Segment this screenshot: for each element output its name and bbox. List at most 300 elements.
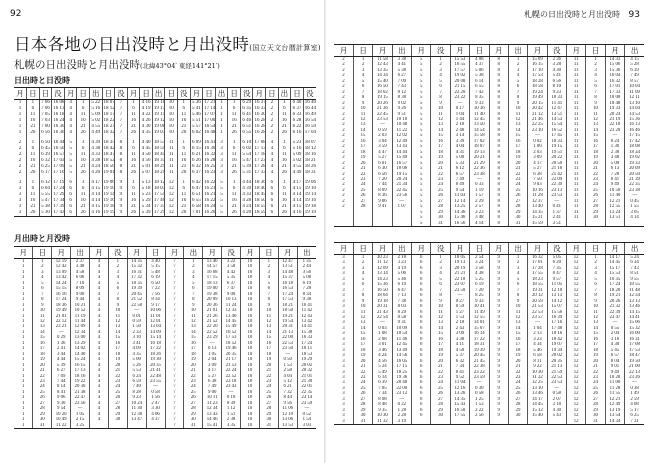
table-cell: 11 <box>127 192 140 198</box>
table-cell: 10 <box>353 304 372 309</box>
table-cell: 17 <box>33 346 52 351</box>
table-cell: 2 <box>342 100 345 106</box>
table-cell: 11 <box>567 166 586 171</box>
table-cell: 13 10 <box>528 386 547 391</box>
table-cell: 2 <box>342 122 345 128</box>
table-cell: 4 38 <box>470 271 489 276</box>
table-cell: 10 09 <box>392 326 411 331</box>
table-cell: 5 57 <box>192 124 201 129</box>
table-cell: 9 <box>108 303 127 308</box>
table-cell: 4 <box>431 271 450 276</box>
table-cell: 3 <box>18 186 22 191</box>
table-cell: 26 <box>127 170 140 176</box>
table-cell: 3 10 <box>127 335 146 340</box>
table-cell: 11 <box>567 215 586 220</box>
column-header: 月 <box>489 243 508 255</box>
table-cell: 8 <box>33 297 52 302</box>
table-cell: 6 <box>412 408 431 413</box>
table-cell: 29 <box>431 408 450 413</box>
table-cell: 11 <box>27 112 40 118</box>
table-cell: 19 24 <box>528 90 547 95</box>
table-cell: 17 34 <box>53 198 65 203</box>
table-cell: 19 13 <box>470 150 489 155</box>
table-cell: 18 16 <box>304 152 316 157</box>
table-cell: 18 32 <box>103 130 115 135</box>
table-cell: 6 <box>77 186 90 192</box>
table-cell: 5 <box>412 210 431 215</box>
table-cell: 19 <box>431 353 450 358</box>
table-cell: 3 <box>184 270 203 275</box>
table-cell: 10 41 <box>297 303 316 308</box>
table-cell: 16 <box>508 337 527 342</box>
table-cell: 3 <box>108 270 127 275</box>
table-cell: 11 <box>567 62 586 67</box>
table-cell: — <box>392 397 411 402</box>
table-cell: 9 54 <box>450 188 469 193</box>
table-cell: 6 59 <box>127 379 146 384</box>
table-cell: 3 48 <box>71 264 90 269</box>
table-cell: 10 <box>241 423 260 429</box>
table-cell: 15 46 <box>450 215 469 220</box>
table-cell: 3 28 <box>547 62 566 67</box>
table-cell: 18 33 <box>547 139 566 144</box>
table-cell: 16 <box>77 158 90 164</box>
table-cell: 7 <box>165 286 184 291</box>
table-cell: 7 <box>165 319 184 324</box>
table-cell: 6 <box>266 210 279 217</box>
table-cell: 4 <box>90 292 109 297</box>
table-cell: 4 11 <box>450 342 469 347</box>
table-cell: 12 45 <box>392 342 411 347</box>
table-cell: 4 <box>266 152 279 158</box>
table-cell: 1 35 <box>297 259 316 265</box>
table-cell: 11 <box>127 152 140 158</box>
table-cell: 2 <box>342 111 345 117</box>
table-cell: 18 12 <box>304 146 316 151</box>
table-cell: 13 46 <box>625 304 644 309</box>
table-cell: 6 16 <box>292 130 302 135</box>
table-cell: 5 <box>412 128 431 133</box>
table-cell: 10 04 <box>625 84 644 89</box>
table-cell: 17 28 <box>528 266 547 271</box>
table-cell: 29 <box>33 412 52 417</box>
table-cell: 24 <box>586 182 605 187</box>
table-cell: 9 30 <box>52 401 71 406</box>
table-cell: 1 56 <box>146 395 165 400</box>
table-cell: 7 <box>353 90 372 95</box>
table-cell: 10 <box>431 304 450 309</box>
table-cell: 5 45 <box>605 348 624 353</box>
table-cell: 23 <box>508 375 527 380</box>
table-cell: 5 48 <box>146 270 165 275</box>
table-cell: 16 <box>127 158 140 164</box>
table-cell: 7 44 <box>52 379 71 384</box>
table-cell: 20 <box>508 161 527 166</box>
table-cell: 10 30 <box>373 413 392 418</box>
table-cell: 3 <box>508 68 527 73</box>
table-cell: 6 39 <box>625 68 644 73</box>
table-cell: 9 <box>489 408 508 413</box>
table-cell: 6 <box>178 106 191 112</box>
table-cell: 11 <box>27 152 40 158</box>
table-cell: 8 34 <box>297 292 316 297</box>
table-cell: 16 36 <box>53 130 65 135</box>
table-cell: 27 <box>184 401 203 406</box>
table-cell: 19 15 <box>153 112 165 117</box>
sunrise-sunset-table <box>14 87 316 217</box>
table-cell: 8 <box>586 95 605 100</box>
table-cell: 11 <box>165 140 178 146</box>
table-cell: 28 <box>33 406 52 411</box>
table-cell: 17 55 <box>528 271 547 276</box>
table-cell: 17 55 <box>153 192 165 197</box>
table-cell: 16 35 <box>605 277 624 282</box>
table-cell: 0 02 <box>528 139 547 144</box>
table-cell: 16 15 <box>528 62 547 67</box>
table-cell: 8 10 <box>547 84 566 89</box>
table-cell: 19 14 <box>304 192 316 197</box>
table-cell: 13 50 <box>470 122 489 127</box>
table-cell: 18 50 <box>254 198 266 203</box>
table-cell: 17 <box>431 342 450 347</box>
table-cell: 3 <box>342 260 345 266</box>
table-cell: 5 25 <box>470 277 489 282</box>
table-cell: 3 <box>342 380 345 386</box>
table-cell: 5 16 <box>91 106 101 111</box>
column-header: 月 <box>334 243 353 255</box>
table-cell: 10 <box>586 304 605 309</box>
table-cell: 8 <box>489 172 508 177</box>
table-cell: 17 53 <box>625 348 644 353</box>
table-cell: 6 <box>431 84 450 89</box>
table-cell: 22 36 <box>470 166 489 171</box>
table-cell: 5 41 <box>547 73 566 78</box>
table-cell: 19 <box>259 357 278 362</box>
table-cell: 10 <box>241 319 260 324</box>
table-cell: 18 59 <box>254 210 266 215</box>
table-cell: 5 33 <box>450 161 469 166</box>
table-cell: 2 <box>266 124 279 130</box>
column-header: 日 <box>228 88 241 100</box>
table-cell <box>528 419 547 425</box>
table-cell: 11 40 <box>470 112 489 117</box>
table-cell: 4 17 <box>292 180 302 185</box>
table-cell: 1 <box>21 297 25 303</box>
table-cell: 31 <box>184 423 203 429</box>
table-cell <box>127 423 146 429</box>
table-cell: 10 06 <box>146 308 165 313</box>
table-cell: 19 18 <box>304 204 316 209</box>
table-cell: 16 <box>184 341 203 346</box>
table-cell: 16 21 <box>204 186 216 191</box>
table-cell: 2 <box>342 78 345 84</box>
table-cell: 12 <box>567 293 586 298</box>
table-cell: 22 25 <box>528 122 547 127</box>
table-cell: 17 <box>586 144 605 149</box>
table-cell: 14 04 <box>625 106 644 111</box>
table-cell: 1 37 <box>547 210 566 215</box>
table-cell: 8 <box>489 90 508 95</box>
table-cell: 1 <box>178 100 191 107</box>
table-cell: 6 56 <box>41 130 50 135</box>
table-cell: 21 <box>178 204 191 210</box>
table-cell: 6 <box>412 353 431 358</box>
table-cell: 11 <box>567 199 586 204</box>
table-cell: 17 55 <box>450 413 469 418</box>
table-cell: 3 41 <box>127 341 146 346</box>
table-cell: 1 00 <box>528 144 547 149</box>
table-cell: 4 <box>184 275 203 280</box>
table-cell: 21 00 <box>625 364 644 369</box>
table-cell: 2 <box>342 73 345 79</box>
table-cell: 17 24 <box>52 297 71 302</box>
table-cell: 19 13 <box>450 260 469 265</box>
table-cell: 19 <box>586 155 605 160</box>
table-cell <box>470 419 489 425</box>
table-cell: 8 09 <box>71 286 90 291</box>
table-cell: 3 09 <box>528 155 547 160</box>
table-cell: 3 <box>508 266 527 271</box>
table-cell: 14 09 <box>146 330 165 335</box>
table-cell: 16 50 <box>450 408 469 413</box>
table-cell: 4 <box>90 412 109 417</box>
table-cell: 13 40 <box>528 204 547 209</box>
table-cell: 7 03 <box>41 118 50 123</box>
table-cell: 3 <box>342 374 345 380</box>
table-cell: 8 <box>489 144 508 149</box>
table-cell: 17 19 <box>53 180 65 185</box>
table-cell: 23 50 <box>450 288 469 293</box>
table-cell: 11 <box>77 192 90 198</box>
table-cell: 6 <box>412 386 431 391</box>
table-cell: 27 <box>586 199 605 204</box>
table-cell: 1 <box>27 100 40 107</box>
table-cell: 11 04 <box>450 380 469 385</box>
table-cell: 15 40 <box>373 79 392 84</box>
table-cell: 16 41 <box>204 140 216 145</box>
table-cell: 4 <box>90 401 109 406</box>
table-cell: 5 <box>412 221 431 227</box>
table-cell: 23 <box>431 375 450 380</box>
table-cell: 3 <box>342 407 345 413</box>
table-cell: 19 10 <box>103 186 115 191</box>
table-cell: 26 <box>228 210 241 217</box>
column-header: 月 <box>489 45 508 57</box>
table-cell: 13 <box>431 122 450 127</box>
table-cell: 2 44 <box>297 264 316 269</box>
table-cell <box>90 423 109 429</box>
table-cell: 26 <box>508 193 527 198</box>
table-cell: 29 <box>586 408 605 413</box>
table-cell: 23 47 <box>605 315 624 320</box>
table-cell: 19 51 <box>547 150 566 155</box>
table-cell: 12 <box>567 288 586 293</box>
table-cell: 25 <box>508 188 527 193</box>
table-cell: 11 <box>178 112 191 118</box>
table-cell: 24 <box>108 384 127 389</box>
table-cell: 22 <box>586 172 605 177</box>
table-cell: 15 <box>586 331 605 336</box>
table-cell: 18 50 <box>278 308 297 313</box>
table-cell: 19 19 <box>103 210 115 215</box>
table-cell: 6 17 <box>41 170 50 175</box>
table-cell: 10 <box>241 303 260 308</box>
table-cell: 13 04 <box>146 324 165 329</box>
table-cell: 6 <box>127 106 140 112</box>
table-cell: 21 01 <box>297 374 316 379</box>
table-cell: 25 <box>431 386 450 391</box>
table-cell: 2 <box>342 116 345 122</box>
table-cell: 5 38 <box>41 204 50 209</box>
table-cell: 1 <box>21 324 25 330</box>
table-cell: 3 04 <box>373 139 392 144</box>
table-cell: 20 <box>431 161 450 166</box>
table-cell: 17 22 <box>470 337 489 342</box>
column-header: 没 <box>115 88 128 100</box>
table-cell: 28 <box>259 406 278 411</box>
table-cell: 2 07 <box>547 397 566 402</box>
table-row <box>14 210 316 217</box>
table-cell: 2 <box>266 118 279 124</box>
table-cell: 22 45 <box>392 188 411 193</box>
table-cell: 23 <box>353 375 372 380</box>
table-cell: 15 <box>431 331 450 336</box>
table-cell: 0 59 <box>450 304 469 309</box>
table-cell: 5 <box>64 146 77 152</box>
table-cell: 19 <box>508 155 527 160</box>
table-cell: 10 <box>241 346 260 351</box>
table-cell: 11 <box>567 90 586 95</box>
table-cell: 5 <box>215 186 228 192</box>
table-cell: 20 35 <box>222 352 241 357</box>
table-cell: 16 49 <box>304 112 316 117</box>
table-cell: 9 <box>489 326 508 331</box>
table-cell <box>108 423 127 429</box>
table-cell: 28 <box>108 406 127 411</box>
table-cell: 15 36 <box>605 68 624 73</box>
table-cell: 3 <box>342 347 345 353</box>
table-cell: 12 <box>508 117 527 122</box>
table-cell: 2 <box>342 144 345 150</box>
table-cell: 12 <box>353 315 372 320</box>
table-cell: 5 46 <box>392 277 411 282</box>
table-cell: 2 41 <box>52 346 71 351</box>
table-cell: 1 <box>21 259 25 264</box>
table-cell: 0 59 <box>127 319 146 324</box>
table-cell: 19 16 <box>103 198 115 203</box>
table-cell: 12 33 <box>222 308 241 313</box>
table-cell: 19 10 <box>304 186 316 191</box>
table-cell: 5 23 <box>141 192 151 197</box>
page-title-text: 日本各地の日出没時と月出没時 <box>14 35 250 54</box>
table-cell: 4 44 <box>52 357 71 362</box>
table-cell: 11 <box>567 177 586 182</box>
table-cell: 16 <box>77 198 90 204</box>
table-cell: 19 01 <box>103 170 115 175</box>
table-cell: 4 <box>64 100 77 107</box>
table-cell: 20 09 <box>203 297 222 302</box>
table-cell: 12 34 <box>625 293 644 298</box>
table-cell: 6 35 <box>242 106 252 111</box>
table-cell: 6 <box>412 364 431 369</box>
table-cell: 1 <box>21 335 25 341</box>
table-cell: 23 <box>508 177 527 182</box>
table-cell: 20 35 <box>146 363 165 368</box>
table-cell: 1 <box>18 118 22 123</box>
column-header: 月 <box>450 243 469 255</box>
table-cell: 7 28 <box>605 172 624 177</box>
table-cell: 11 <box>567 193 586 198</box>
table-cell: 5 27 <box>373 155 392 160</box>
table-cell: 5 <box>259 281 278 286</box>
table-cell: 0 17 <box>450 106 469 111</box>
table-cell: 23 14 <box>297 395 316 400</box>
table-cell: 10 <box>241 406 260 411</box>
table-cell: 6 39 <box>41 152 50 157</box>
table-cell: 5 <box>412 139 431 144</box>
table-cell: 5 <box>64 140 77 146</box>
table-cell: 11 22 <box>392 128 411 133</box>
table-cell: 19 33 <box>605 106 624 111</box>
table-cell: 19 <box>184 357 203 362</box>
table-cell: 4 <box>586 73 605 78</box>
table-cell: 21 36 <box>373 106 392 111</box>
table-cell: 4 58 <box>71 270 90 275</box>
table-cell: 6 <box>266 204 279 210</box>
table-cell: 20 22 <box>547 155 566 160</box>
table-cell: 9 23 <box>127 395 146 400</box>
table-cell: 5 38 <box>392 68 411 73</box>
table-cell: 5 <box>412 133 431 138</box>
table-cell: 21 <box>77 204 90 210</box>
table-cell: 9 31 <box>392 320 411 325</box>
table-cell: 5 39 <box>141 210 151 215</box>
table-cell: 2 <box>184 264 203 269</box>
table-cell: 5 09 <box>91 112 101 117</box>
table-cell: — <box>450 293 469 298</box>
table-cell: 3 23 <box>528 337 547 342</box>
table-cell: 22 52 <box>222 374 241 379</box>
table-cell: 23 10 <box>528 128 547 133</box>
table-cell: 21 38 <box>71 390 90 395</box>
table-cell: 7 56 <box>146 292 165 297</box>
table-cell: 19 21 <box>278 314 297 319</box>
table-cell: 4 <box>353 271 372 276</box>
table-cell: 6 19 <box>146 275 165 280</box>
column-header: 月 <box>52 247 71 259</box>
table-cell: 18 35 <box>103 140 115 145</box>
table-cell: 0 58 <box>547 391 566 396</box>
table-cell: 1 28 <box>392 408 411 413</box>
table-cell: 16 37 <box>254 100 266 105</box>
table-cell: 25 <box>259 390 278 395</box>
table-cell: 9 38 <box>297 297 316 302</box>
table-cell: 11 23 <box>203 401 222 406</box>
table-cell: 18 16 <box>71 374 90 379</box>
table-cell: 16 40 <box>304 100 316 105</box>
table-cell: 12 <box>567 348 586 353</box>
table-cell: 18 17 <box>103 112 115 117</box>
table-cell: 2 <box>33 264 52 269</box>
table-cell: 18 21 <box>304 158 316 163</box>
table-cell: 6 <box>412 288 431 293</box>
table-cell: 6 55 <box>470 84 489 89</box>
table-cell: 8 <box>489 161 508 166</box>
table-cell: 8 35 <box>470 95 489 100</box>
table-cell: 2 03 <box>373 133 392 138</box>
table-cell: 12 <box>586 117 605 122</box>
table-cell: 6 <box>412 304 431 309</box>
